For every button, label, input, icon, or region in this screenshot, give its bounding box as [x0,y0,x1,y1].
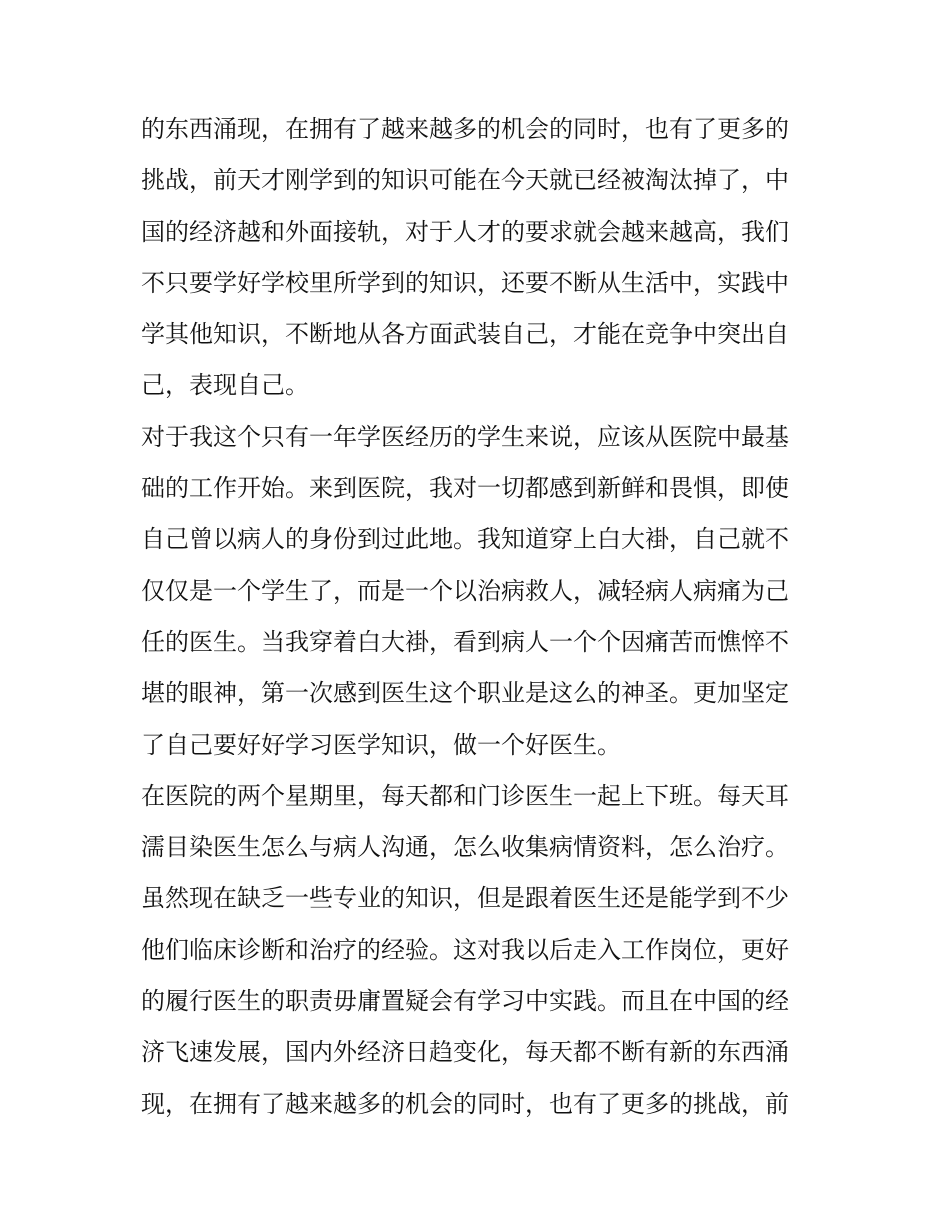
text-line: 国的经济越和外面接轨，对于人才的要求就会越来越高，我们 [141,217,789,246]
text-line: 堪的眼神，第一次感到医生这个职业是这么的神圣。更加坚定 [141,679,789,708]
text-line: 的履行医生的职责毋庸置疑会有学习中实践。而且在中国的经 [141,987,789,1016]
text-line: 对于我这个只有一年学医经历的学生来说，应该从医院中最基 [141,422,789,451]
text-line: 虽然现在缺乏一些专业的知识，但是跟着医生还是能学到不少 [141,884,789,913]
text-line: 学其他知识，不断地从各方面武装自己，才能在竞争中突出自 [141,320,789,349]
text-line: 的东西涌现，在拥有了越来越多的机会的同时，也有了更多的 [141,115,789,143]
body-text [141,104,821,1130]
text-line: 仅仅是一个学生了，而是一个以治病救人，减轻病人病痛为己 [141,576,789,605]
text-line: 础的工作开始。来到医院，我对一切都感到新鲜和畏惧，即使 [141,474,789,503]
text-line: 他们临床诊断和治疗的经验。这对我以后走入工作岗位，更好 [141,935,789,964]
text-line: 任的医生。当我穿着白大褂，看到病人一个个因痛苦而憔悴不 [141,627,789,656]
text-line: 自己曾以病人的身份到过此地。我知道穿上白大褂，自己就不 [141,525,789,554]
text-line: 己，表现自己。 [141,371,309,400]
text-line: 濡目染医生怎么与病人沟通，怎么收集病情资料，怎么治疗。 [141,833,789,862]
text-line: 挑战，前天才刚学到的知识可能在今天就已经被淘汰掉了，中 [141,166,789,195]
text-line: 济飞速发展，国内外经济日趋变化，每天都不断有新的东西涌 [141,1038,789,1067]
text-line: 在医院的两个星期里，每天都和门诊医生一起上下班。每天耳 [141,781,789,810]
text-line: 不只要学好学校里所学到的知识，还要不断从生活中，实践中 [141,268,789,297]
text-line: 了自己要好好学习医学知识，做一个好医生。 [141,730,621,759]
text-line: 现，在拥有了越来越多的机会的同时，也有了更多的挑战，前 [141,1089,789,1118]
